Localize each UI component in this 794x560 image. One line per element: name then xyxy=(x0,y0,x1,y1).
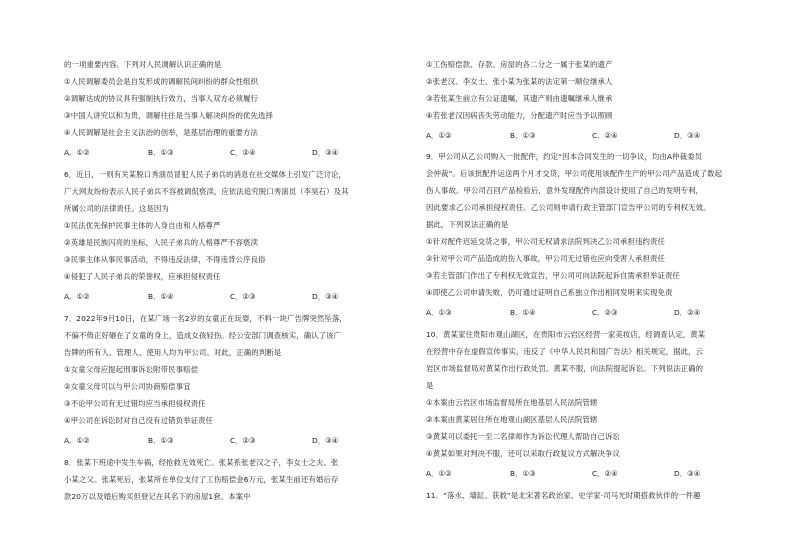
q6-statement-4: ④侵犯了人民子弟兵的荣誉权，应承担侵权责任 xyxy=(64,272,221,281)
option-a: A．①② xyxy=(426,131,452,140)
q7-options xyxy=(64,434,406,448)
q9-stem-line: 9．甲公司从乙公司购入一批配件，约定“因本合同发生的一切争议，均由A仲裁委员 xyxy=(426,152,703,161)
q10-statement-4: ④黄某如果对判决不服，还可以采取行政复议方式解决争议 xyxy=(426,449,620,458)
q5-statement-2: ②调解达成的协议具有强制执行效力，当事人双方必须履行 xyxy=(64,94,258,103)
q7-stem-line: 告牌的所有人、管理人、使用人均为甲公司。对此，正确的判断是 xyxy=(64,348,282,357)
option-c: C．②④ xyxy=(592,469,618,478)
q9-stem-line: 会仲裁”。后该批配件运送两个月才交货，甲公司使用该配件生产的甲公司产品造成了数起 xyxy=(426,169,723,178)
q5-stem-end: 的一项重要内容。下列对人民调解认识正确的是 xyxy=(64,60,222,69)
q9-statement-1: ①针对配件迟延交货之事，甲公司无权请求法院判决乙公司承担违约责任 xyxy=(426,237,665,246)
q9-statement-4: ④即使乙公司申请失败，仍可通过证明自己系独立作出相同发明来实现免责 xyxy=(426,288,673,297)
q7-statement-4: ④甲公司在诉讼时对自己没有过错负举证责任 xyxy=(64,416,214,425)
option-c: C．②③ xyxy=(592,308,618,317)
q6-stem-line: 6．近日，一则有关某脱口秀演员冒犯人民子弟兵的消息在社交媒体上引发广泛讨论， xyxy=(64,170,346,179)
option-d: D．②④ xyxy=(674,308,701,317)
q9-stem-line: 因此要求乙公司承担侵权责任。乙公司则申请行政主管部门宣告甲公司的专利权无效。 xyxy=(426,203,711,212)
q7-stem-line: 7．2022年9月10日，在某广场一名2岁的女童正在玩耍，不料一块广告牌突然坠落， xyxy=(64,314,347,323)
q10-options xyxy=(426,467,768,481)
option-a: A．①③ xyxy=(426,308,452,317)
option-a: A．①② xyxy=(426,469,452,478)
q7-statement-2: ②女童父母可以与甲公司协商赔偿事宜 xyxy=(64,382,191,391)
option-c: C．②④ xyxy=(592,131,618,140)
option-c: C．②③ xyxy=(230,436,256,445)
option-b: B．①③ xyxy=(510,469,536,478)
q7-statement-3: ③不论甲公司有无过错均应当承担侵权责任 xyxy=(64,399,206,408)
q8-stem-line: 8．张某下班途中发生车祸，经抢救无效死亡。张某系张老汉之子，李女士之夫、张 xyxy=(64,458,339,467)
q10-stem-line: 岩区市场监督局对黄某作出行政处罚。黄某不服，向法院提起诉讼。下列说法正确的 xyxy=(426,364,704,373)
q10-stem-line: 10．黄某家住贵阳市观山湖区，在贵阳市云岩区经营一家美妆店，经调查认定，黄某 xyxy=(426,330,706,339)
q10-statement-2: ②本案由黄某居住所在地观山湖区基层人民法院管辖 xyxy=(426,415,598,424)
option-d: D．③④ xyxy=(312,148,339,157)
q5-statement-4: ④人民调解是社会主义法治的创举，是基层治理的重要方法 xyxy=(64,128,258,137)
option-b: B．①④ xyxy=(510,308,536,317)
q9-stem-line: 据此，下列说法正确的是 xyxy=(426,220,509,229)
q10-stem-line: 是 xyxy=(426,381,434,390)
q7-statement-1: ①女童父母应提起刑事诉讼附带民事赔偿 xyxy=(64,365,199,374)
option-d: D．③④ xyxy=(312,292,339,301)
option-c: C．②④ xyxy=(230,148,256,157)
option-a: A．①② xyxy=(64,148,90,157)
q8-statement-1: ①工伤赔偿款、存款、房屋的各二分之一属于张某的遗产 xyxy=(426,60,613,69)
q6-statement-3: ③民事主体从事民事活动，不得违反法律，不得违背公序良俗 xyxy=(64,255,266,264)
q10-statement-3: ③黄某可以委托一至二名律师作为诉讼代理人帮助自己诉讼 xyxy=(426,432,620,441)
q8-statement-2: ②张老汉、李女士、张小某为张某的法定第一顺位继承人 xyxy=(426,77,613,86)
q8-stem-line: 款20万以及婚后购买但登记在其名下的房屋1套。本案中 xyxy=(64,492,251,501)
q6-stem-line: 所属公司的法律责任。这是因为 xyxy=(64,204,169,213)
q5-statement-1: ①人民调解委员会是自发形成的调解民间纠纷的群众性组织 xyxy=(64,77,258,86)
q6-statement-2: ②英雄是民族闪亮的坐标，人民子弟兵的人格尊严不容亵渎 xyxy=(64,238,258,247)
q11-stem-line: 11．“落水、墙缸、获救”是北宋著名政治家、史学家·司马光时期搭救伙伴的一件趣 xyxy=(426,491,701,500)
q10-statement-1: ①本案由云岩区市场监督局所在地基层人民法院管辖 xyxy=(426,398,598,407)
q9-options xyxy=(426,306,768,320)
option-d: D．③④ xyxy=(674,131,701,140)
option-a: A．①② xyxy=(64,436,90,445)
q10-stem-line: 在经营中存在虚假宣传事实，违反了《中华人民共和国广告法》相关规定，据此，云 xyxy=(426,347,704,356)
q7-stem-line: 不偏不倚正好砸在了女童的身上，造成女孩轻伤。经公安部门调查核实，确认了该广 xyxy=(64,331,342,340)
q5-options xyxy=(64,146,406,160)
option-a: A．①② xyxy=(64,292,90,301)
q9-statement-3: ③若主管部门作出了专利权无效宣告，甲公司可向法院起诉自需承担举证责任 xyxy=(426,271,680,280)
q6-options xyxy=(64,290,406,304)
q8-stem-line: 小某之父。张某死后，张某所在单位支付了工伤赔偿金6万元，张某生前还有婚后存 xyxy=(64,475,339,484)
option-b: B．①③ xyxy=(148,436,174,445)
q6-statement-1: ①民法优先保护民事主体的人身自由和人格尊严 xyxy=(64,221,221,230)
option-b: B．①③ xyxy=(148,148,174,157)
option-d: D．③④ xyxy=(674,469,701,478)
option-b: B．①③ xyxy=(510,131,536,140)
q6-stem-line: 广大网友纷纷表示人民子弟兵不容被调侃亵渎，应依法追究脱口秀演员（李昊石）及其 xyxy=(64,187,349,196)
option-c: C．②③ xyxy=(230,292,256,301)
q8-statement-4: ④若张老汉因病丧失劳动能力，分配遗产时应当予以照顾 xyxy=(426,111,613,120)
option-d: D．③④ xyxy=(312,436,339,445)
q9-statement-2: ②针对甲公司产品造成的伤人事故，甲公司无过错也应向受害人承担责任 xyxy=(426,254,665,263)
option-b: B．①④ xyxy=(148,292,174,301)
q8-statement-3: ③若张某生前立有公证遗嘱，其遗产则由遗嘱继承人继承 xyxy=(426,94,613,103)
q8-options xyxy=(426,129,768,143)
q5-statement-3: ③中国人讲究以和为贵，调解往往是当事人解决纠纷的优先选择 xyxy=(64,111,273,120)
q9-stem-line: 伤人事故。甲公司召回产品检验后，意外发现配件内部设计使用了自己的发明专利， xyxy=(426,186,704,195)
